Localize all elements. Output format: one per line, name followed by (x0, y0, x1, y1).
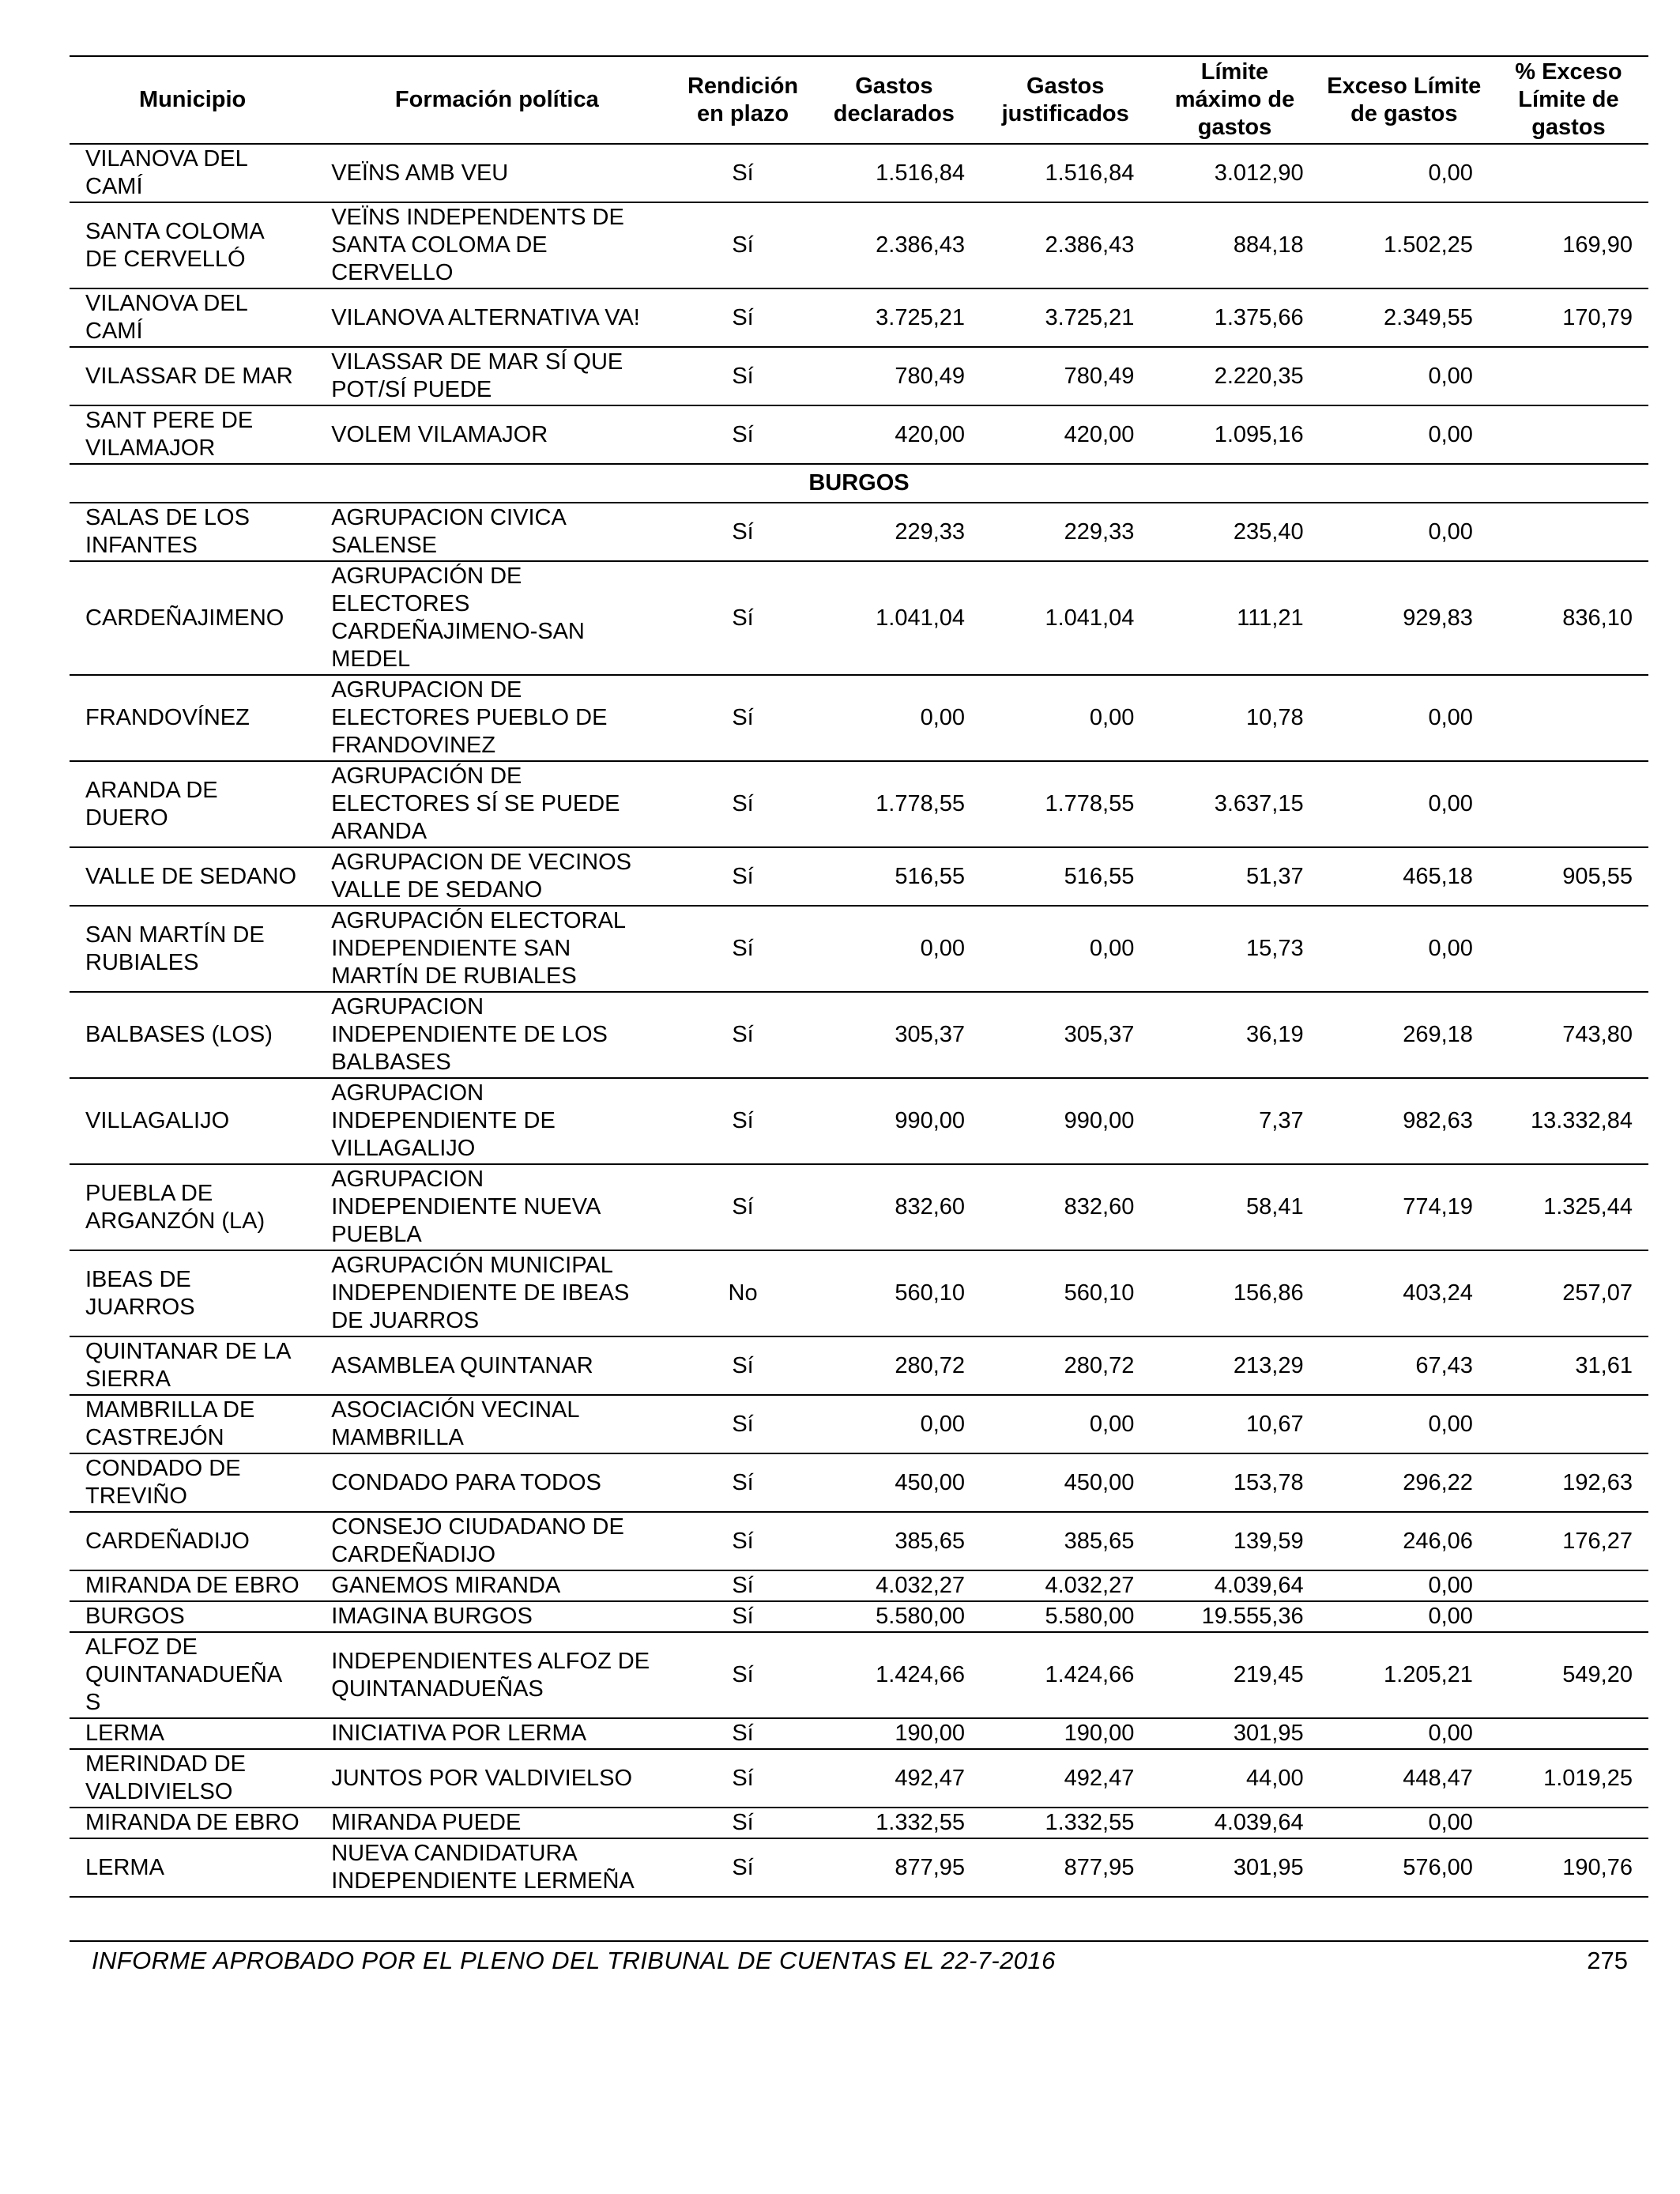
cell-gastos-declarados: 780,49 (895, 363, 966, 389)
cell-gastos-justificados: 1.041,04 (1045, 605, 1135, 631)
cell-exceso: 774,19 (1403, 1194, 1473, 1220)
cell-rendicion: Sí (732, 1604, 754, 1629)
table-row (70, 144, 1648, 202)
cell-gastos-justificados: 1.424,66 (1045, 1662, 1135, 1687)
cell-pct-exceso (1489, 1395, 1648, 1453)
rows-before (70, 144, 1648, 464)
cell-gastos-declarados: 190,00 (895, 1721, 966, 1746)
cell-gastos-declarados: 877,95 (895, 1854, 966, 1880)
cell-pct-exceso: 257,07 (1562, 1280, 1633, 1306)
cell-rendicion: Sí (732, 160, 754, 186)
section-title: BURGOS (808, 470, 910, 496)
cell-municipio: MERINDAD DE VALDIVIELSO (85, 1751, 247, 1804)
cell-gastos-declarados: 0,00 (920, 705, 966, 730)
cell-limite: 301,95 (1233, 1854, 1304, 1880)
cell-limite: 111,21 (1237, 605, 1304, 631)
cell-exceso: 1.205,21 (1384, 1662, 1473, 1687)
cell-formacion: ASAMBLEA QUINTANAR (331, 1352, 593, 1378)
cell-formacion: AGRUPACION CIVICA SALENSE (331, 505, 566, 558)
table-row (70, 1570, 1648, 1601)
cell-formacion: VILANOVA ALTERNATIVA VA! (331, 304, 640, 330)
cell-gastos-justificados: 305,37 (1064, 1022, 1135, 1047)
table-row (70, 761, 1648, 847)
cell-rendicion: Sí (732, 1573, 754, 1598)
cell-exceso: 576,00 (1403, 1854, 1473, 1880)
cell-municipio: BURGOS (85, 1604, 185, 1629)
cell-rendicion: Sí (732, 936, 754, 961)
cell-limite: 219,45 (1233, 1662, 1304, 1687)
cell-municipio: CARDEÑAJIMENO (85, 605, 284, 631)
header-limite: Límite máximo de gastos (1174, 59, 1295, 140)
cell-gastos-justificados: 420,00 (1064, 421, 1135, 447)
cell-gastos-justificados: 450,00 (1064, 1469, 1135, 1495)
cell-limite: 10,67 (1246, 1411, 1304, 1437)
cell-gastos-justificados: 229,33 (1064, 518, 1135, 545)
cell-rendicion: Sí (732, 232, 754, 258)
header-municipio: Municipio (138, 87, 247, 112)
table-row (70, 1078, 1648, 1164)
cell-gastos-justificados: 0,00 (1089, 936, 1135, 961)
cell-municipio: VALLE DE SEDANO (85, 863, 297, 889)
header-rendicion: Rendición en plazo (687, 73, 799, 126)
header-exceso: Exceso Límite de gastos (1327, 73, 1482, 126)
cell-limite: 1.375,66 (1214, 304, 1304, 330)
cell-exceso: 1.502,25 (1384, 232, 1473, 258)
cell-pct-exceso: 190,76 (1562, 1854, 1633, 1880)
cell-exceso: 296,22 (1403, 1469, 1473, 1495)
cell-gastos-declarados: 0,00 (920, 936, 966, 961)
cell-municipio: MIRANDA DE EBRO (85, 1573, 299, 1598)
cell-gastos-declarados: 1.041,04 (876, 605, 966, 631)
cell-formacion: AGRUPACIÓN DE ELECTORES CARDEÑAJIMENO-SAN MEDEL (331, 564, 585, 672)
cell-exceso: 0,00 (1428, 1573, 1473, 1598)
cell-pct-exceso (1489, 1808, 1648, 1838)
cell-pct-exceso (1489, 761, 1648, 847)
cell-limite: 10,78 (1246, 705, 1304, 730)
cell-gastos-justificados: 2.386,43 (1045, 232, 1135, 258)
cell-pct-exceso (1489, 1601, 1648, 1632)
cell-exceso: 403,24 (1403, 1280, 1473, 1306)
cell-exceso: 0,00 (1428, 160, 1473, 186)
cell-gastos-justificados: 492,47 (1064, 1765, 1135, 1791)
cell-rendicion: Sí (732, 1352, 754, 1378)
cell-gastos-declarados: 1.778,55 (876, 791, 966, 816)
cell-exceso: 0,00 (1428, 936, 1473, 961)
cell-formacion: AGRUPACION INDEPENDIENTE DE LOS BALBASES (331, 994, 608, 1075)
cell-limite: 58,41 (1246, 1194, 1304, 1220)
cell-limite: 884,18 (1233, 232, 1304, 258)
table-row (70, 1601, 1648, 1632)
cell-exceso: 269,18 (1403, 1022, 1473, 1047)
cell-rendicion: Sí (732, 791, 754, 816)
cell-gastos-justificados: 385,65 (1064, 1528, 1135, 1554)
expenses-table (70, 55, 1648, 1898)
cell-municipio: VILANOVA DEL CAMÍ (85, 146, 247, 199)
table-row (70, 1453, 1648, 1512)
table-row (70, 288, 1648, 347)
cell-municipio: SANT PERE DE VILAMAJOR (85, 408, 254, 461)
cell-formacion: ASOCIACIÓN VECINAL MAMBRILLA (331, 1397, 579, 1450)
cell-exceso: 929,83 (1403, 605, 1473, 631)
cell-rendicion: Sí (732, 1662, 754, 1687)
cell-municipio: VILANOVA DEL CAMÍ (85, 291, 247, 344)
cell-pct-exceso: 905,55 (1562, 863, 1633, 889)
cell-municipio: LERMA (85, 1721, 164, 1746)
cell-gastos-justificados: 4.032,27 (1045, 1573, 1135, 1598)
cell-limite: 44,00 (1246, 1765, 1304, 1791)
cell-limite: 15,73 (1246, 936, 1304, 961)
cell-formacion: CONSEJO CIUDADANO DE CARDEÑADIJO (331, 1514, 624, 1567)
table-header (70, 56, 1648, 144)
cell-exceso: 0,00 (1428, 791, 1473, 816)
table-row (70, 1749, 1648, 1808)
rows-after (70, 503, 1648, 1897)
cell-rendicion: Sí (732, 304, 754, 330)
cell-rendicion: Sí (732, 1194, 754, 1220)
cell-pct-exceso: 1.325,44 (1543, 1194, 1633, 1220)
cell-gastos-justificados: 280,72 (1064, 1352, 1135, 1378)
cell-pct-exceso (1489, 405, 1648, 464)
cell-gastos-declarados: 4.032,27 (876, 1573, 966, 1598)
cell-municipio: SANTA COLOMA DE CERVELLÓ (85, 218, 264, 272)
report-page (70, 55, 1648, 1898)
footer-text: INFORME APROBADO POR EL PLENO DEL TRIBUNAL DE CUENTAS EL 22-7-2016 (92, 1947, 1056, 1974)
cell-formacion: AGRUPACIÓN MUNICIPAL INDEPENDIENTE DE IBEAS DE JUARROS (331, 1253, 630, 1333)
cell-formacion: JUNTOS POR VALDIVIELSO (331, 1765, 633, 1791)
header-gastos-declarados: Gastos declarados (833, 73, 955, 126)
cell-gastos-justificados: 780,49 (1064, 363, 1135, 389)
cell-limite: 36,19 (1246, 1022, 1304, 1047)
cell-exceso: 982,63 (1403, 1108, 1473, 1133)
cell-municipio: FRANDOVÍNEZ (85, 705, 250, 730)
cell-gastos-declarados: 305,37 (895, 1022, 966, 1047)
cell-pct-exceso: 836,10 (1562, 605, 1633, 631)
cell-exceso: 0,00 (1428, 421, 1473, 447)
cell-gastos-justificados: 560,10 (1064, 1280, 1135, 1306)
table-row (70, 405, 1648, 464)
cell-exceso: 0,00 (1428, 363, 1473, 389)
table-row (70, 202, 1648, 288)
cell-rendicion: Sí (732, 421, 754, 447)
cell-gastos-justificados: 1.332,55 (1045, 1810, 1135, 1835)
cell-exceso: 246,06 (1403, 1528, 1473, 1554)
cell-formacion: CONDADO PARA TODOS (331, 1469, 601, 1495)
cell-gastos-justificados: 832,60 (1064, 1194, 1135, 1220)
table-row (70, 503, 1648, 561)
cell-limite: 1.095,16 (1214, 421, 1304, 447)
cell-limite: 19.555,36 (1201, 1604, 1304, 1629)
cell-pct-exceso (1489, 144, 1648, 202)
cell-formacion: VOLEM VILAMAJOR (331, 421, 548, 447)
cell-gastos-declarados: 5.580,00 (876, 1604, 966, 1629)
cell-limite: 3.637,15 (1214, 791, 1304, 816)
cell-formacion: VEÏNS INDEPENDENTS DE SANTA COLOMA DE CERVELLO (331, 205, 624, 285)
cell-gastos-declarados: 990,00 (895, 1108, 966, 1133)
cell-exceso: 0,00 (1428, 518, 1473, 545)
cell-gastos-justificados: 1.778,55 (1045, 791, 1135, 816)
cell-municipio: IBEAS DE JUARROS (85, 1266, 195, 1320)
cell-gastos-declarados: 1.516,84 (876, 160, 966, 186)
cell-gastos-justificados: 516,55 (1064, 863, 1135, 889)
cell-formacion: NUEVA CANDIDATURA INDEPENDIENTE LERMEÑA (331, 1841, 635, 1894)
cell-pct-exceso: 192,63 (1562, 1469, 1633, 1495)
cell-rendicion: Sí (732, 1469, 754, 1495)
table-row (70, 1336, 1648, 1395)
cell-gastos-justificados: 5.580,00 (1045, 1604, 1135, 1629)
cell-rendicion: Sí (732, 363, 754, 389)
cell-gastos-declarados: 832,60 (895, 1194, 966, 1220)
cell-rendicion: Sí (732, 1411, 754, 1437)
cell-rendicion: Sí (732, 1528, 754, 1554)
section-row (70, 464, 1648, 503)
cell-pct-exceso: 169,90 (1562, 232, 1633, 258)
cell-pct-exceso: 1.019,25 (1543, 1765, 1633, 1791)
cell-exceso: 0,00 (1428, 1810, 1473, 1835)
cell-rendicion: Sí (732, 1108, 754, 1133)
cell-municipio: QUINTANAR DE LA SIERRA (85, 1339, 290, 1392)
table-row (70, 1395, 1648, 1453)
cell-pct-exceso (1489, 1718, 1648, 1749)
cell-formacion: AGRUPACIÓN ELECTORAL INDEPENDIENTE SAN MARTÍN DE RUBIALES (331, 908, 625, 989)
cell-formacion: AGRUPACION INDEPENDIENTE DE VILLAGALIJO (331, 1080, 556, 1161)
cell-formacion: VILASSAR DE MAR SÍ QUE POT/SÍ PUEDE (331, 349, 623, 402)
cell-gastos-declarados: 0,00 (920, 1411, 966, 1437)
cell-pct-exceso (1489, 1570, 1648, 1601)
cell-rendicion: Sí (732, 518, 754, 545)
cell-rendicion: Sí (732, 605, 754, 631)
cell-limite: 235,40 (1233, 518, 1304, 545)
cell-formacion: AGRUPACION DE VECINOS VALLE DE SEDANO (331, 850, 631, 903)
cell-rendicion: Sí (732, 705, 754, 730)
cell-exceso: 0,00 (1428, 1411, 1473, 1437)
table-row (70, 561, 1648, 675)
cell-exceso: 465,18 (1403, 863, 1473, 889)
cell-municipio: SAN MARTÍN DE RUBIALES (85, 922, 265, 975)
cell-formacion: INDEPENDIENTES ALFOZ DE QUINTANADUEÑAS (331, 1648, 650, 1702)
cell-pct-exceso (1489, 347, 1648, 405)
table-row (70, 1164, 1648, 1250)
cell-limite: 3.012,90 (1214, 160, 1304, 186)
cell-gastos-declarados: 2.386,43 (876, 232, 966, 258)
cell-municipio: PUEBLA DE ARGANZÓN (LA) (85, 1180, 266, 1234)
table-row (70, 1250, 1648, 1336)
cell-formacion: GANEMOS MIRANDA (331, 1573, 561, 1598)
cell-gastos-justificados: 190,00 (1064, 1721, 1135, 1746)
cell-exceso: 67,43 (1415, 1352, 1473, 1378)
cell-limite: 156,86 (1233, 1280, 1304, 1306)
cell-gastos-declarados: 450,00 (895, 1469, 966, 1495)
cell-municipio: VILASSAR DE MAR (85, 363, 293, 389)
cell-limite: 4.039,64 (1214, 1810, 1304, 1835)
cell-gastos-justificados: 990,00 (1064, 1108, 1135, 1133)
cell-municipio: SALAS DE LOS INFANTES (85, 505, 250, 558)
table-row (70, 1632, 1648, 1718)
cell-pct-exceso: 176,27 (1562, 1528, 1633, 1554)
header-gastos-justificados: Gastos justificados (1001, 73, 1129, 126)
cell-exceso: 0,00 (1428, 705, 1473, 730)
cell-formacion: IMAGINA BURGOS (331, 1604, 533, 1629)
cell-pct-exceso: 31,61 (1575, 1352, 1633, 1378)
cell-municipio: MIRANDA DE EBRO (85, 1810, 299, 1835)
cell-gastos-justificados: 1.516,84 (1045, 160, 1135, 186)
cell-rendicion: Sí (732, 1854, 754, 1880)
cell-gastos-declarados: 1.424,66 (876, 1662, 966, 1687)
cell-exceso: 448,47 (1403, 1765, 1473, 1791)
cell-limite: 4.039,64 (1214, 1573, 1304, 1598)
cell-formacion: INICIATIVA POR LERMA (331, 1721, 587, 1746)
table-row (70, 675, 1648, 761)
cell-municipio: CONDADO DE TREVIÑO (85, 1456, 241, 1509)
cell-gastos-declarados: 492,47 (895, 1765, 966, 1791)
cell-municipio: ALFOZ DE QUINTANADUEÑA S (85, 1634, 281, 1715)
cell-municipio: LERMA (85, 1854, 164, 1880)
cell-gastos-declarados: 385,65 (895, 1528, 966, 1554)
cell-gastos-declarados: 3.725,21 (876, 304, 966, 330)
table-row (70, 1838, 1648, 1897)
cell-pct-exceso (1489, 906, 1648, 992)
cell-limite: 213,29 (1233, 1352, 1304, 1378)
header-pct-exceso: % Exceso Límite de gastos (1515, 59, 1622, 140)
page-number: 275 (1587, 1947, 1628, 1974)
cell-gastos-justificados: 3.725,21 (1045, 304, 1135, 330)
cell-pct-exceso: 743,80 (1562, 1022, 1633, 1047)
cell-municipio: ARANDA DE DUERO (85, 777, 218, 831)
cell-limite: 139,59 (1233, 1528, 1304, 1554)
cell-gastos-declarados: 516,55 (895, 863, 966, 889)
cell-municipio: VILLAGALIJO (85, 1108, 230, 1133)
cell-formacion: AGRUPACION DE ELECTORES PUEBLO DE FRANDOVINEZ (331, 677, 608, 758)
cell-formacion: AGRUPACIÓN DE ELECTORES SÍ SE PUEDE ARANDA (331, 763, 620, 844)
cell-limite: 153,78 (1233, 1469, 1304, 1495)
table-row (70, 906, 1648, 992)
cell-gastos-declarados: 420,00 (895, 421, 966, 447)
cell-gastos-justificados: 0,00 (1089, 1411, 1135, 1437)
cell-gastos-justificados: 877,95 (1064, 1854, 1135, 1880)
cell-pct-exceso (1489, 675, 1648, 761)
cell-limite: 2.220,35 (1214, 363, 1304, 389)
cell-formacion: AGRUPACION INDEPENDIENTE NUEVA PUEBLA (331, 1167, 600, 1247)
cell-rendicion: Sí (732, 1765, 754, 1791)
cell-limite: 51,37 (1246, 863, 1304, 889)
table-row (70, 992, 1648, 1078)
table-row (70, 847, 1648, 906)
table-row (70, 1512, 1648, 1570)
cell-pct-exceso: 13.332,84 (1530, 1108, 1633, 1133)
cell-gastos-declarados: 280,72 (895, 1352, 966, 1378)
header-formacion: Formación política (394, 87, 599, 112)
cell-limite: 301,95 (1233, 1721, 1304, 1746)
cell-pct-exceso (1489, 503, 1648, 561)
cell-gastos-declarados: 560,10 (895, 1280, 966, 1306)
table-row (70, 347, 1648, 405)
cell-municipio: MAMBRILLA DE CASTREJÓN (85, 1397, 255, 1450)
cell-gastos-justificados: 0,00 (1089, 705, 1135, 730)
table-row (70, 1718, 1648, 1749)
cell-rendicion: No (728, 1280, 758, 1306)
cell-exceso: 2.349,55 (1384, 304, 1473, 330)
cell-exceso: 0,00 (1428, 1721, 1473, 1746)
footer (70, 1940, 1648, 1974)
cell-limite: 7,37 (1259, 1108, 1304, 1133)
section-burgos (70, 464, 1648, 503)
cell-gastos-declarados: 1.332,55 (876, 1810, 966, 1835)
cell-rendicion: Sí (732, 1721, 754, 1746)
cell-municipio: BALBASES (LOS) (85, 1022, 273, 1047)
table-row (70, 1808, 1648, 1838)
cell-pct-exceso: 549,20 (1562, 1662, 1633, 1687)
cell-pct-exceso: 170,79 (1562, 304, 1633, 330)
cell-formacion: MIRANDA PUEDE (331, 1810, 522, 1835)
cell-municipio: CARDEÑADIJO (85, 1528, 250, 1554)
cell-rendicion: Sí (732, 1022, 754, 1047)
cell-rendicion: Sí (732, 1810, 754, 1835)
cell-rendicion: Sí (732, 863, 754, 889)
cell-gastos-declarados: 229,33 (895, 518, 966, 545)
cell-exceso: 0,00 (1428, 1604, 1473, 1629)
cell-formacion: VEÏNS AMB VEU (331, 160, 509, 186)
